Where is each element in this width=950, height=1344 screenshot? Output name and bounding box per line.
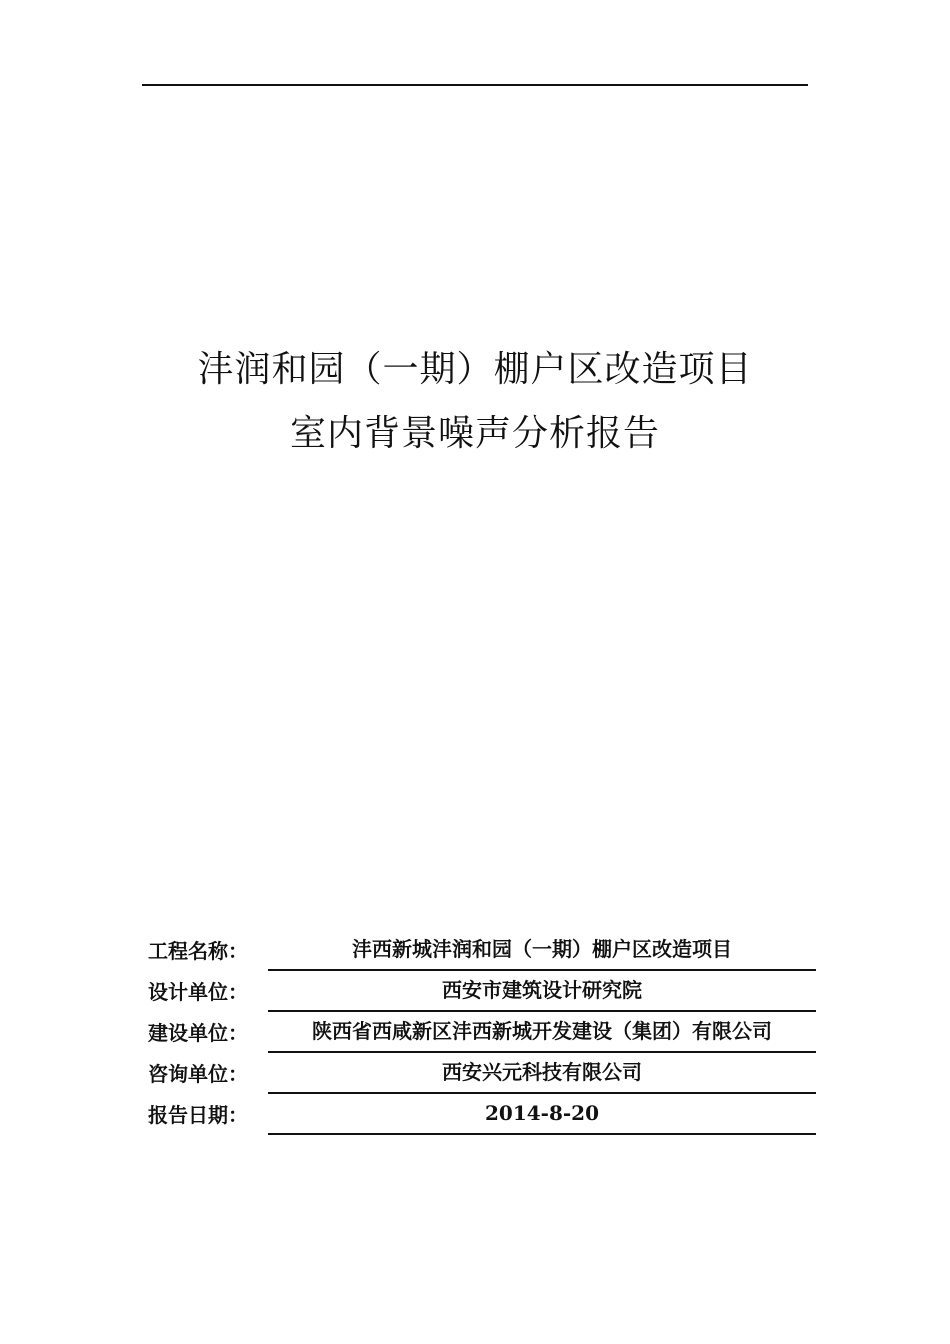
info-value: 2014-8-20 (268, 1099, 816, 1135)
info-label: 工程名称： (148, 939, 248, 963)
info-value: 西安市建筑设计研究院 (268, 976, 816, 1012)
info-row-design-unit (148, 971, 816, 1012)
info-row-construction-unit (148, 1012, 816, 1053)
info-label: 咨询单位： (148, 1062, 248, 1086)
info-row-project-name (148, 930, 816, 971)
info-row-consulting-unit (148, 1053, 816, 1094)
project-info-table (148, 930, 816, 1135)
title-line-2: 室内背景噪声分析报告 (289, 413, 660, 454)
info-row-report-date (148, 1094, 816, 1135)
info-value: 西安兴元科技有限公司 (268, 1058, 816, 1094)
info-value: 沣西新城沣润和园（一期）棚户区改造项目 (268, 935, 816, 971)
info-label: 设计单位： (148, 980, 248, 1004)
title-line-1: 沣润和园（一期）棚户区改造项目 (197, 349, 753, 390)
info-value: 陕西省西咸新区沣西新城开发建设（集团）有限公司 (268, 1017, 816, 1053)
info-label: 报告日期： (148, 1103, 248, 1127)
header-rule (142, 84, 808, 86)
document-title (0, 350, 950, 454)
info-label: 建设单位： (148, 1021, 248, 1045)
